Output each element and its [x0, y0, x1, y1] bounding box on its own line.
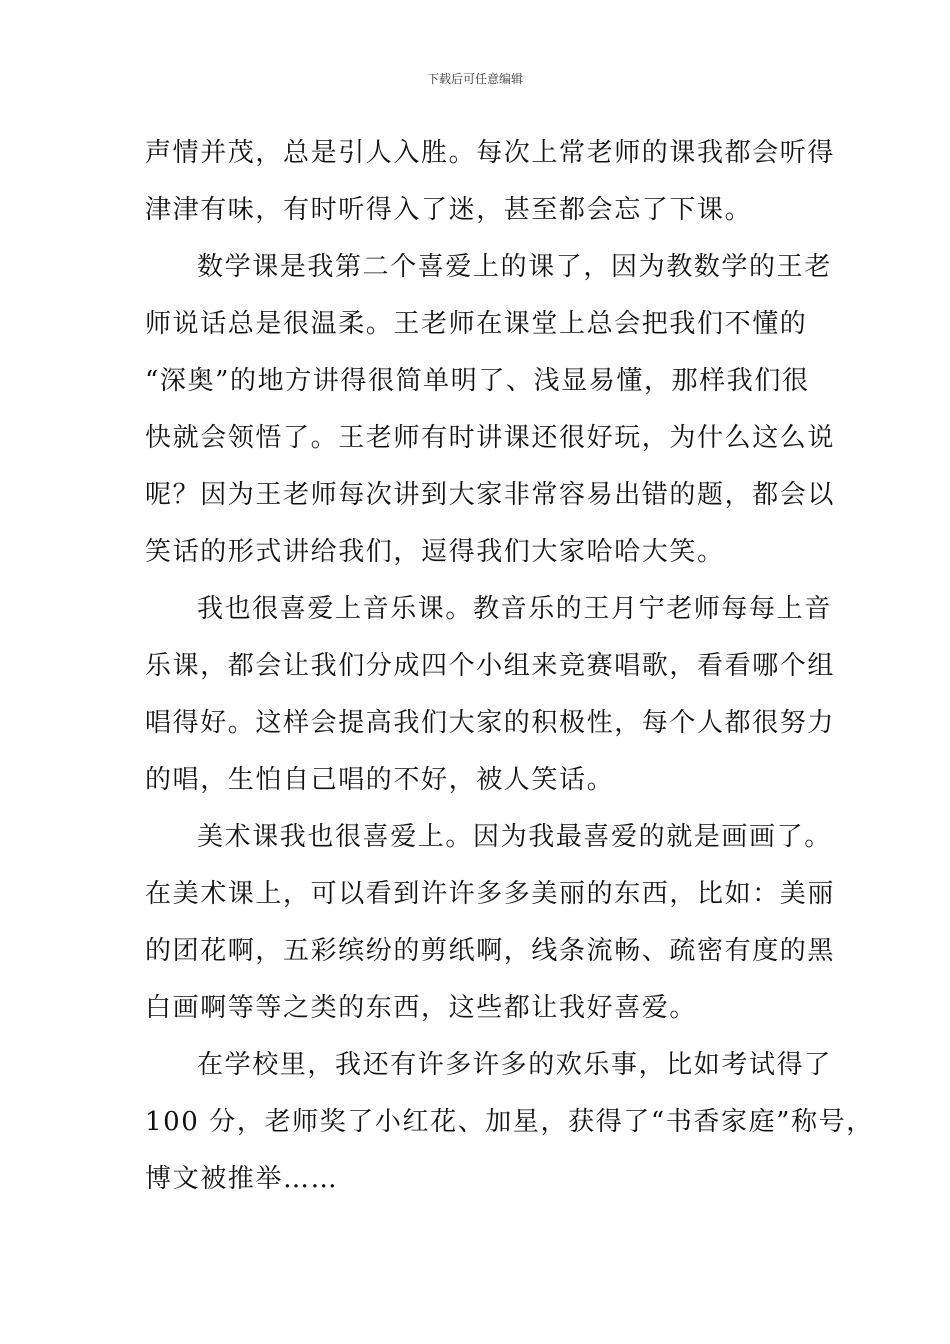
- text-line: 唱得好。这样会提高我们大家的积极性，每个人都很努力: [145, 708, 836, 738]
- text-line: 博文被推举……: [145, 1164, 339, 1194]
- paragraph-first-line: 我也很喜爱上音乐课。教音乐的王月宁老师每每上音: [197, 594, 832, 624]
- text-line: 呢？因为王老师每次讲到大家非常容易出错的题，都会以: [145, 480, 836, 510]
- text-line: 津津有味，有时听得入了迷，甚至都会忘了下课。: [145, 195, 753, 225]
- paragraph-first-line: 数学课是我第二个喜爱上的课了，因为教数学的王老: [197, 252, 832, 282]
- text-line: 白画啊等等之类的东西，这些都让我好喜爱。: [145, 993, 698, 1023]
- text-line: 的唱，生怕自己唱的不好，被人笑话。: [145, 765, 615, 795]
- paragraph-first-line: 在学校里，我还有许多许多的欢乐事，比如考试得了: [197, 1050, 832, 1080]
- text-line: 的团花啊，五彩缤纷的剪纸啊，线条流畅、疏密有度的黑: [145, 936, 836, 966]
- text-line: “深奥”的地方讲得很简单明了、浅显易懂，那样我们很: [145, 366, 810, 396]
- text-line: 在美术课上，可以看到许许多多美丽的东西，比如：美丽: [145, 879, 836, 909]
- text-line: 笑话的形式讲给我们，逗得我们大家哈哈大笑。: [145, 537, 725, 567]
- text-line: 乐课，都会让我们分成四个小组来竞赛唱歌，看看哪个组: [145, 651, 836, 681]
- text-line: 声情并茂，总是引人入胜。每次上常老师的课我都会听得: [145, 138, 836, 168]
- paragraph-first-line: 美术课我也很喜爱上。因为我最喜爱的就是画画了。: [197, 822, 832, 852]
- page-header: 下载后可任意编辑: [426, 72, 523, 86]
- text-line: 快就会领悟了。王老师有时讲课还很好玩，为什么这么说: [145, 423, 836, 453]
- text-line: 100 分，老师奖了小红花、加星，获得了“书香家庭”称号，: [145, 1107, 874, 1137]
- text-line: 师说话总是很温柔。王老师在课堂上总会把我们不懂的: [145, 309, 808, 339]
